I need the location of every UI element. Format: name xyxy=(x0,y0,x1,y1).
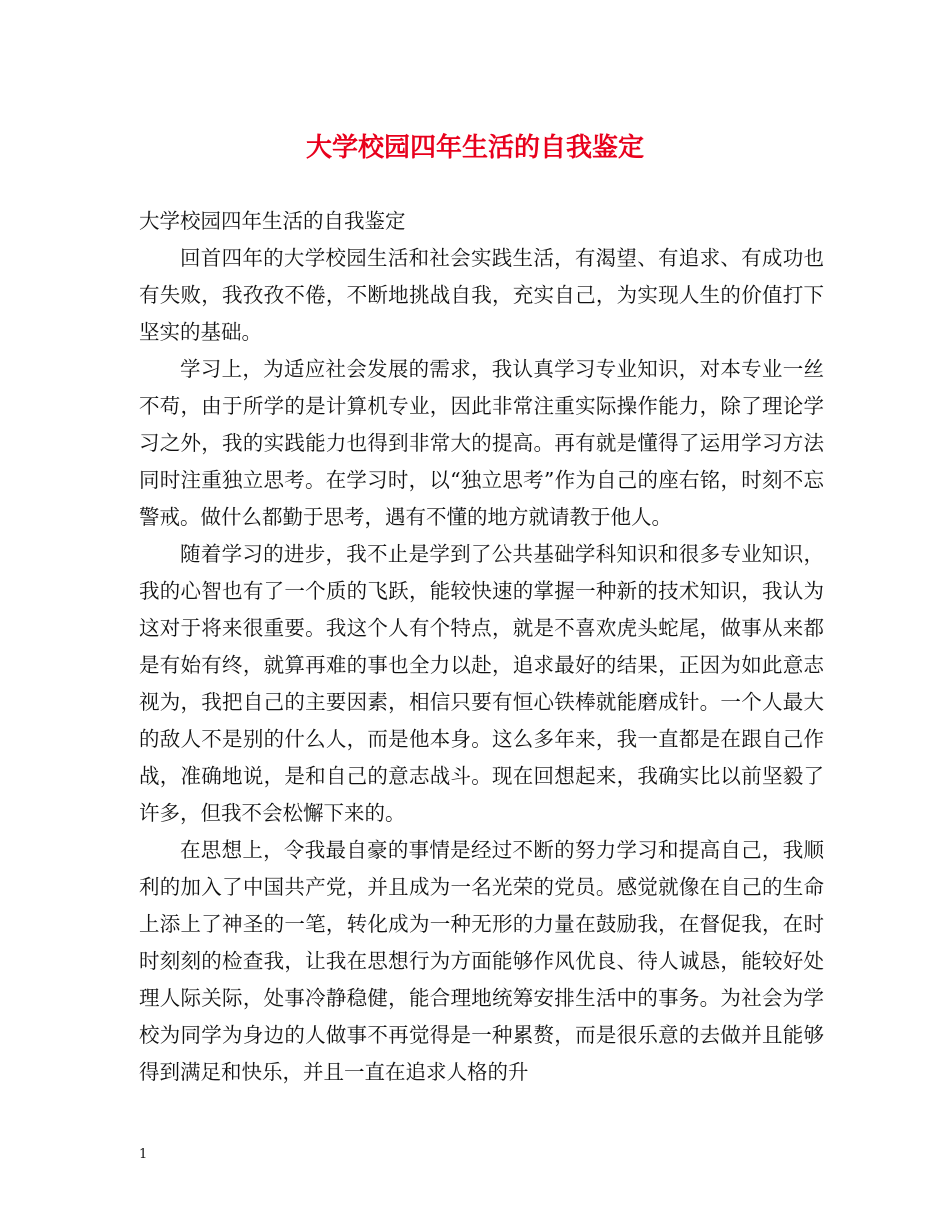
paragraph-intro: 回首四年的大学校园生活和社会实践生活，有渴望、有追求、有成功也有失败，我孜孜不倦，不断地挑战自我，充实自己，为实现人生的价值打下坚实的基础。 xyxy=(139,246,824,344)
document-body xyxy=(139,203,824,1091)
paragraph-progress: 随着学习的进步，我不止是学到了公共基础学科知识和很多专业知识，我的心智也有了一个质的飞跃，能较快速的掌握一种新的技术知识，我认为这对于将来很重要。我这个人有个特点，就是不喜欢虎头蛇尾，做事从来都是有始有终，就算再难的事也全力以赴，追求最好的结果，正因为如此意志视为，我把自己的主要因素，相信只要有恒心铁棒就能磨成针。一个人最大的敌人不是别的什么人，而是他本身。这么多年来，我一直都是在跟自己作战，准确地说，是和自己的意志战斗。现在回想起来，我确实比以前坚毅了许多，但我不会松懈下来的。 xyxy=(139,542,824,825)
page-number: 1 xyxy=(139,1147,148,1162)
paragraph-study: 学习上，为适应社会发展的需求，我认真学习专业知识，对本专业一丝不苟，由于所学的是计算机专业，因此非常注重实际操作能力，除了理论学习之外，我的实践能力也得到非常大的提高。再有就是懂得了运用学习方法同时注重独立思考。在学习时，以“独立思考”作为自己的座右铭，时刻不忘警戒。做什么都勤于思考，遇有不懂的地方就请教于他人。 xyxy=(139,357,824,529)
document-subtitle: 大学校园四年生活的自我鉴定 xyxy=(139,209,406,233)
paragraph-thought: 在思想上，令我最自豪的事情是经过不断的努力学习和提高自己，我顺利的加入了中国共产党，并且成为一名光荣的党员。感觉就像在自己的生命上添上了神圣的一笔，转化成为一种无形的力量在鼓励我，在督促我，在时时刻刻的检查我，让我在思想行为方面能够作风优良、待人诚恳，能较好处理人际关际，处事冷静稳健，能合理地统筹安排生活中的事务。为社会为学校为同学为身边的人做事不再觉得是一种累赘，而是很乐意的去做并且能够得到满足和快乐，并且一直在追求人格的升 xyxy=(139,838,824,1084)
document-title: 大学校园四年生活的自我鉴定 xyxy=(305,133,644,163)
